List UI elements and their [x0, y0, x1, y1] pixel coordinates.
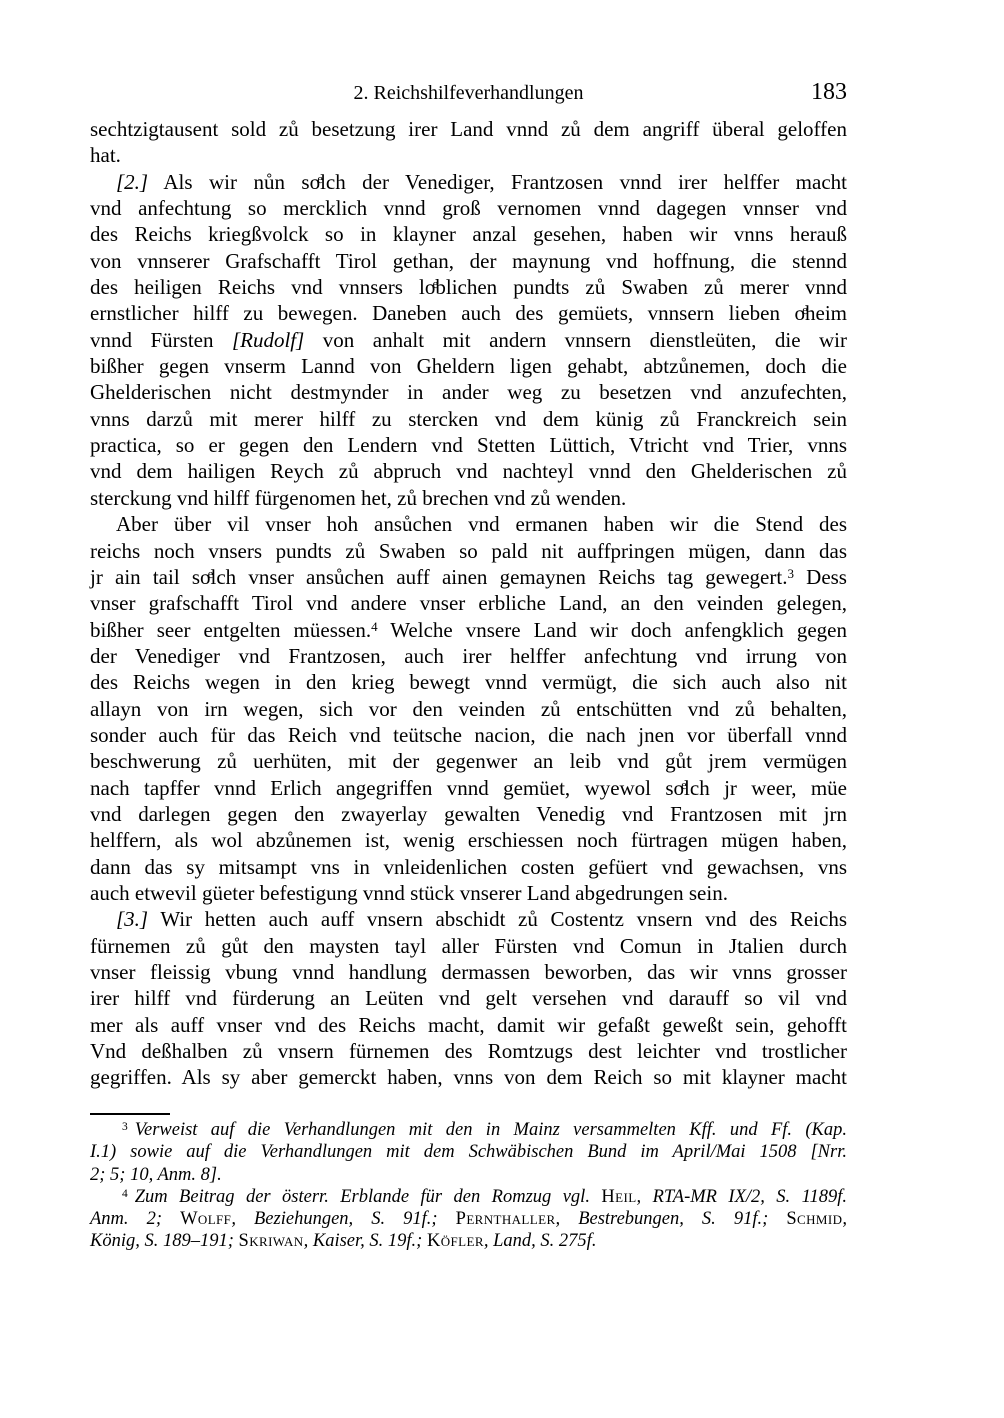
text-line — [90, 1230, 847, 1252]
styled-text: Zum Beitrag der österr. Erblande für den Romzug vgl. — [134, 1186, 602, 1207]
author-name: Schmid — [786, 1209, 843, 1230]
text-line: vnd darlegen gegen den zwayerlay gewalten Venedig vnd Frantzosen mit jrn — [90, 801, 847, 826]
styled-text: [3.] — [116, 907, 149, 932]
text-line: bißher seer entgelten müessen.$^4$ Welche vnsere Land wir doch anfengklich gegen — [90, 617, 847, 642]
text-line: des Reichs wegen in den krieg bewegt vnnd vermügt, die sich auch also nit — [90, 670, 847, 695]
text-line: vnser grafschafft Tirol vnd andere vnser erbliche Land, an den veinden gelegen, — [90, 591, 847, 616]
body-text — [90, 116, 847, 1091]
author-name: Skriwan — [238, 1231, 304, 1252]
text-line: allayn von irn wegen, sich vor den veinden zů entschütten vnd zů behalten, — [90, 696, 847, 721]
text-line: sechtzigtausent sold zů besetzung irer Land vnnd zů dem angriff überal geloffen — [90, 117, 847, 141]
styled-text: König, S. 189–191; — [90, 1231, 239, 1252]
text-line: reichs noch vnsers pundts zů Swaben so pald nit auffpringen mügen, dann das — [90, 538, 847, 563]
footnotes — [90, 1119, 847, 1253]
styled-text: [Rudolf] — [231, 327, 305, 352]
text-line: bißher gegen vnserm Lannd von Gheldern ligen gehabt, abtzůnemen, doch die — [90, 354, 847, 379]
text-line: von vnnserer Grafschafft Tirol gethan, der maynung vnd hoffnung, die stennd — [90, 248, 847, 273]
text-line — [90, 1141, 847, 1163]
styled-text: 2; 5; 10, Anm. 8]. — [90, 1164, 222, 1185]
text-line: irer hilff vnd fürderung an Leüten vnd gelt versehen vnd darauff so vil vnd — [90, 986, 847, 1011]
text-line: [2.] Als wir nůn soͤlch der Venediger, Frantzosen vnnd irer helffer macht — [116, 169, 847, 194]
text-line: gegriffen. Als sy aber gemerckt haben, vnns von dem Reich so mit klayner macht — [90, 1065, 847, 1090]
text-line — [90, 1164, 847, 1186]
text-line: Vnd deßhalben zů vnsern fürnemen des Romtzugs dest leichter vnd trostlicher — [90, 1039, 847, 1064]
text-line — [90, 1119, 847, 1141]
text-line: sonder auch für das Reich vnd teütsche nacion, die nach jnen vor überfall vnnd — [90, 722, 847, 747]
text-line: Ghelderischen nicht destmynder in ander weg zu besetzen vnd anzufechten, — [90, 380, 847, 405]
styled-text: Anm. 2; — [90, 1209, 181, 1230]
text-line: auch etwevil güeter befestigung vnnd stück vnserer Land abgedrungen sein. — [90, 880, 728, 905]
footnote-marker: 4 — [371, 618, 378, 634]
text-line: sterckung vnd hilff fürgenomen het, zů brechen vnd zů wenden. — [90, 485, 627, 510]
text-line: der Venediger vnd Frantzosen, auch irer helffer anfechtung vnd irrung von — [90, 643, 847, 668]
author-name: Pernthaller — [455, 1209, 556, 1230]
text-line: beschwerung zů uerhüten, mit der gegenwer an leib vnd gůt jrem vermügen — [90, 749, 847, 774]
footnote-item — [90, 1119, 847, 1186]
page-header — [90, 80, 847, 110]
text-line — [90, 1186, 847, 1208]
styled-text: I.1) sowie auf die Verhandlungen mit dem Schwäbischen Bund im April/Mai 1508 [Nrr. — [90, 1142, 847, 1163]
styled-text: Verweist auf die Verhandlungen mit den in Mainz versammelten Kff. und Ff. (Kap. — [134, 1120, 847, 1140]
styled-text: , Bestrebungen, S. 91f.; — [555, 1209, 787, 1230]
footnote-item — [90, 1186, 847, 1253]
text-line: Aber über vil vnser hoh ansůchen vnd ermanen haben wir die Stend des — [116, 512, 847, 537]
text-line: vnd dem hailigen Reych zů abpruch vnd nachteyl vnnd den Ghelderischen zů — [90, 459, 847, 484]
footnote-marker: 4 — [122, 1187, 128, 1200]
text-line: des Reichs kriegßvolck so in klayner anzal gesehen, haben wir vnns herauß — [90, 222, 847, 247]
text-line: mer als auff vnser vnd des Reichs macht, damit wir gefaßt geweßt sein, gehofft — [90, 1012, 847, 1037]
styled-text: , Kaiser, S. 19f.; — [303, 1231, 427, 1252]
text-line: [3.] Wir hetten auch auff vnsern abschidt zů Costentz vnsern vnd des Reichs — [116, 907, 847, 932]
text-line: vnnd Fürsten [Rudolf] von anhalt mit andern vnnsern dienstleüten, die wir — [90, 327, 847, 352]
text-line — [90, 1208, 847, 1230]
text-line: vnd anfechtung so mercklich vnnd groß vernomen vnnd dagegen vnnser vnd — [90, 196, 847, 221]
text-line: vnns darzů mit merer hilff zu stercken vnd dem künig zů Franckreich sein — [90, 406, 847, 431]
author-name: Heil — [601, 1186, 637, 1207]
paragraph — [90, 906, 847, 1090]
author-name: Wolff — [180, 1209, 232, 1230]
footnote-marker: 3 — [122, 1120, 128, 1133]
text-line: dann das sy mitsampt vns in vnleidenlichen costen gefüert vnd gewachsen, vns — [90, 854, 847, 879]
text-line: nach tapffer vnnd Erlich angegriffen vnnd gemüet, wyewol soͤlch jr weer, müe — [90, 775, 847, 800]
text-line: des heiligen Reichs vnd vnnsers loͤblichen pundts zů Swaben zů merer vnnd — [90, 275, 847, 300]
text-line: ernstlicher hilff zu bewegen. Daneben auch des gemüets, vnnsern lieben oͤheim — [90, 301, 847, 326]
styled-text: , Beziehungen, S. 91f.; — [231, 1209, 456, 1230]
text-line: practica, so er gegen den Lendern vnd Stetten Lüttich, Vtricht vnd Trier, vnns — [90, 433, 847, 458]
text-line: hat. — [90, 143, 121, 168]
styled-text: , Land, S. 275f. — [483, 1231, 597, 1252]
paragraph — [90, 511, 847, 906]
text-line: helffern, als wol abzůnemen ist, wenig erschiessen noch fürtragen mügen haben, — [90, 828, 847, 853]
footnote-marker: 3 — [787, 566, 794, 581]
paragraph — [90, 169, 847, 511]
styled-text: [2.] — [116, 169, 149, 194]
running-head: 2. Reichshilfeverhandlungen — [353, 82, 584, 104]
styled-text: , RTA-MR IX/2, S. 1189f. — [636, 1186, 848, 1207]
text-line: vnser fleissig vbung vnnd handlung dermassen beworben, das wir vnns grosser — [90, 960, 847, 984]
text-line: fürnemen zů gůt den maysten tayl aller Fürsten vnd Comun in Jtalien durch — [90, 933, 847, 958]
text-line: jr ain tail soͤlch vnser ansůchen auff ainen gemaynen Reichs tag gewegert.$^3$ Dess — [90, 564, 847, 589]
footnote-rule — [90, 1113, 170, 1115]
paragraph — [90, 116, 847, 169]
styled-text: , — [842, 1209, 847, 1230]
page-number: 183 — [811, 79, 847, 105]
author-name: Köfler — [426, 1231, 484, 1252]
